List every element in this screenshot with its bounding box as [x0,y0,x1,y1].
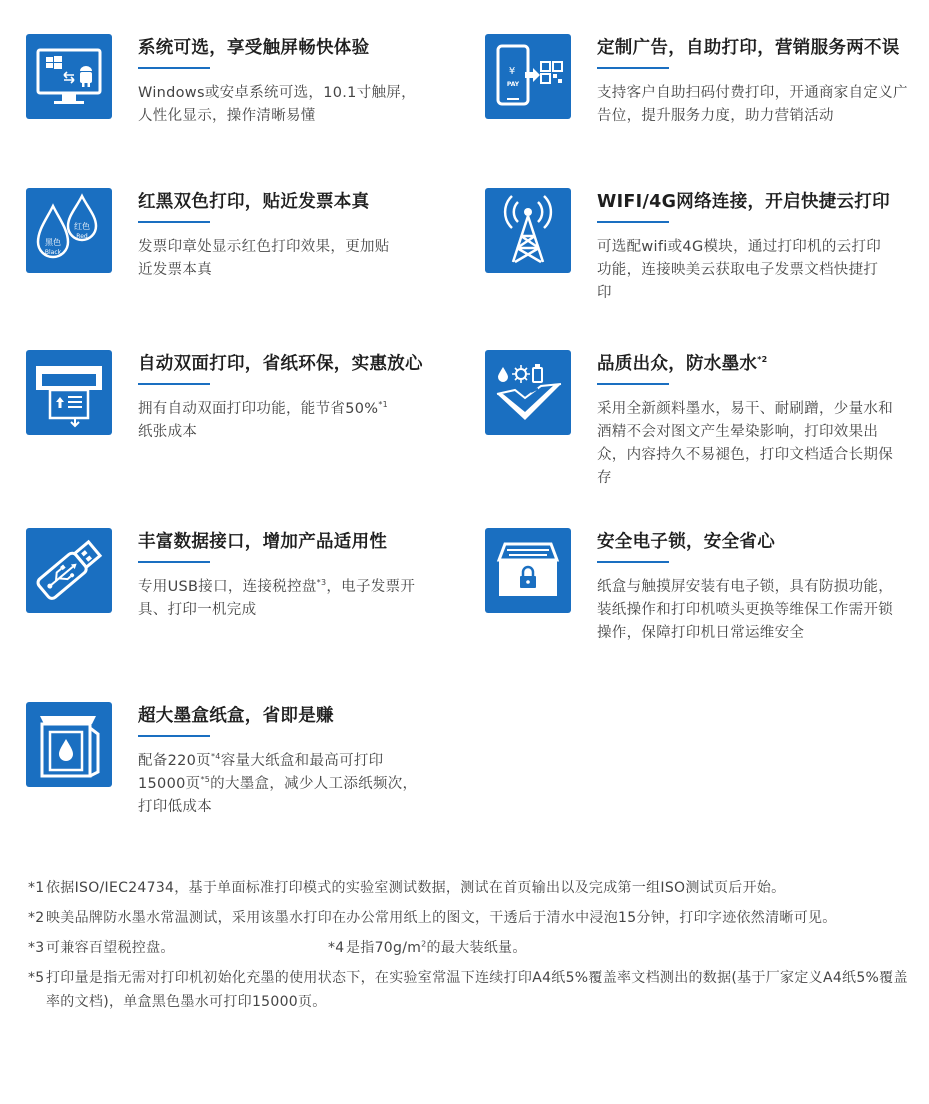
footnote-3 [28,936,328,960]
footnote-mark: *1 [28,880,45,896]
monitor-windows-android-icon [26,34,112,119]
title-text: 品质出众，防水墨水 [597,354,758,374]
ink-cartridge-icon [26,702,112,787]
feature-touchscreen [26,34,446,144]
feature-title: 丰富数据接口，增加产品适用性 [138,532,388,552]
footnote-text: 打印量是指无需对打印机初始化充墨的使用状态下，在实验室常温下连续打印A4纸5%覆盖率文档测出的数据(基于厂家定义A4纸5%覆盖率的文档)，单盒黑色墨水可打印15000页。 [46,970,908,1010]
title-underline [138,221,210,223]
footnote-ref: *1 [378,400,389,410]
title-underline [597,221,669,223]
red-cn-label: 红色 [74,222,90,231]
title-underline [597,383,669,385]
footnote-mark: *4 [328,940,345,956]
feature-network [485,188,915,318]
footnote-2 [28,906,908,930]
footnote-3-4 [28,936,908,960]
feature-title: 系统可选，享受触屏畅快体验 [138,38,370,58]
footnote-mark: *2 [28,910,45,926]
footnote-1 [28,876,908,900]
feature-description: 可选配wifi或4G模块，通过打印机的云打印功能，连接映美云获取电子发票文档快捷打印 [597,239,882,301]
feature-two-color [26,188,446,298]
title-underline [138,67,210,69]
yen-symbol: ¥ [508,66,516,77]
feature-title: 超大墨盒纸盒，省即是赚 [138,706,334,726]
phone-pay-qr-icon [485,34,571,119]
desc-text: 专用USB接口，连接税控盘 [138,579,317,595]
waterproof-ink-icon [485,350,571,435]
feature-waterproof-ink [485,350,915,500]
pay-label: PAY [506,81,520,88]
footnote-mark: *3 [28,940,45,956]
feature-description [138,398,428,444]
feature-electronic-lock [485,528,915,658]
feature-description: Windows或安卓系统可选，10.1寸触屏，人性化显示，操作清晰易懂 [138,85,416,124]
superscript: 2 [421,939,427,949]
feature-usb [26,528,446,638]
locked-box-icon [485,528,571,613]
title-underline [138,383,210,385]
footnote-ref: *2 [757,355,768,365]
feature-title: WIFI/4G网络连接，开启快捷云打印 [597,192,890,212]
feature-description: 支持客户自助扫码付费打印，开通商家自定义广告位，提升服务力度，助力营销活动 [597,85,908,124]
feature-advertising [485,34,915,144]
feature-description: 纸盒与触摸屏安装有电子锁，具有防损功能，装纸操作和打印机喷头更换等维保工作需开锁操作，保障打印机日常运维安全 [597,579,893,641]
feature-description [138,576,438,622]
footnote-text: 是指70g/m [346,940,422,956]
ink-drops-icon [26,188,112,273]
red-en-label: Red [76,233,88,240]
footnote-text: 可兼容百望税控盘。 [46,940,175,956]
desc-text: 拥有自动双面打印功能，能节省50% [138,401,379,417]
usb-drive-icon [26,528,112,613]
feature-description: 采用全新颜料墨水，易干、耐刷蹭，少量水和酒精不会对图文产生晕染影响，打印效果出众，内容持久不易褪色，打印文档适合长期保存 [597,401,893,486]
black-cn-label: 黑色 [45,238,61,247]
feature-duplex [26,350,446,460]
footnote-5 [28,966,908,1014]
signal-tower-icon [485,188,571,273]
desc-text: 容量大纸盒和最高可打印15000页 [138,753,384,792]
footnote-ref: *5 [200,775,211,785]
title-underline [138,735,210,737]
feature-title [597,350,768,375]
footnote-ref: *3 [316,578,327,588]
feature-title: 自动双面打印，省纸环保，实惠放心 [138,354,423,374]
desc-text: 纸张成本 [138,424,198,440]
feature-description: 发票印章处显示红色打印效果，更加贴近发票本真 [138,239,390,278]
feature-title: 红黑双色打印，贴近发票本真 [138,192,370,212]
footnote-text: 依据ISO/IEC24734，基于单面标准打印模式的实验室测试数据，测试在首页输出以及完成第一组ISO测试页后开始。 [46,880,786,896]
footnote-mark: *5 [28,970,45,986]
footnote-ref: *4 [210,752,221,762]
title-underline [138,561,210,563]
feature-title: 定制广告，自助打印，营销服务两不误 [597,38,900,58]
title-underline [597,561,669,563]
footnotes [28,876,908,1020]
title-underline [597,67,669,69]
desc-text: 配备220页 [138,753,211,769]
footnote-text: 的最大装纸量。 [426,940,527,956]
desc-text: 的大墨盒，减少人工添纸频次，打印低成本 [138,776,418,815]
desc-text: ，电子发票开具、打印一机完成 [138,579,416,618]
feature-title: 安全电子锁，安全省心 [597,532,775,552]
feature-description [138,750,428,819]
black-en-label: Black [44,249,62,256]
duplex-print-icon [26,350,112,435]
feature-large-cartridge [26,702,446,832]
footnote-4 [328,936,527,960]
footnote-text: 映美品牌防水墨水常温测试，采用该墨水打印在办公常用纸上的图文，干透后于清水中浸泡15分钟，打印字迹依然清晰可见。 [46,910,837,926]
